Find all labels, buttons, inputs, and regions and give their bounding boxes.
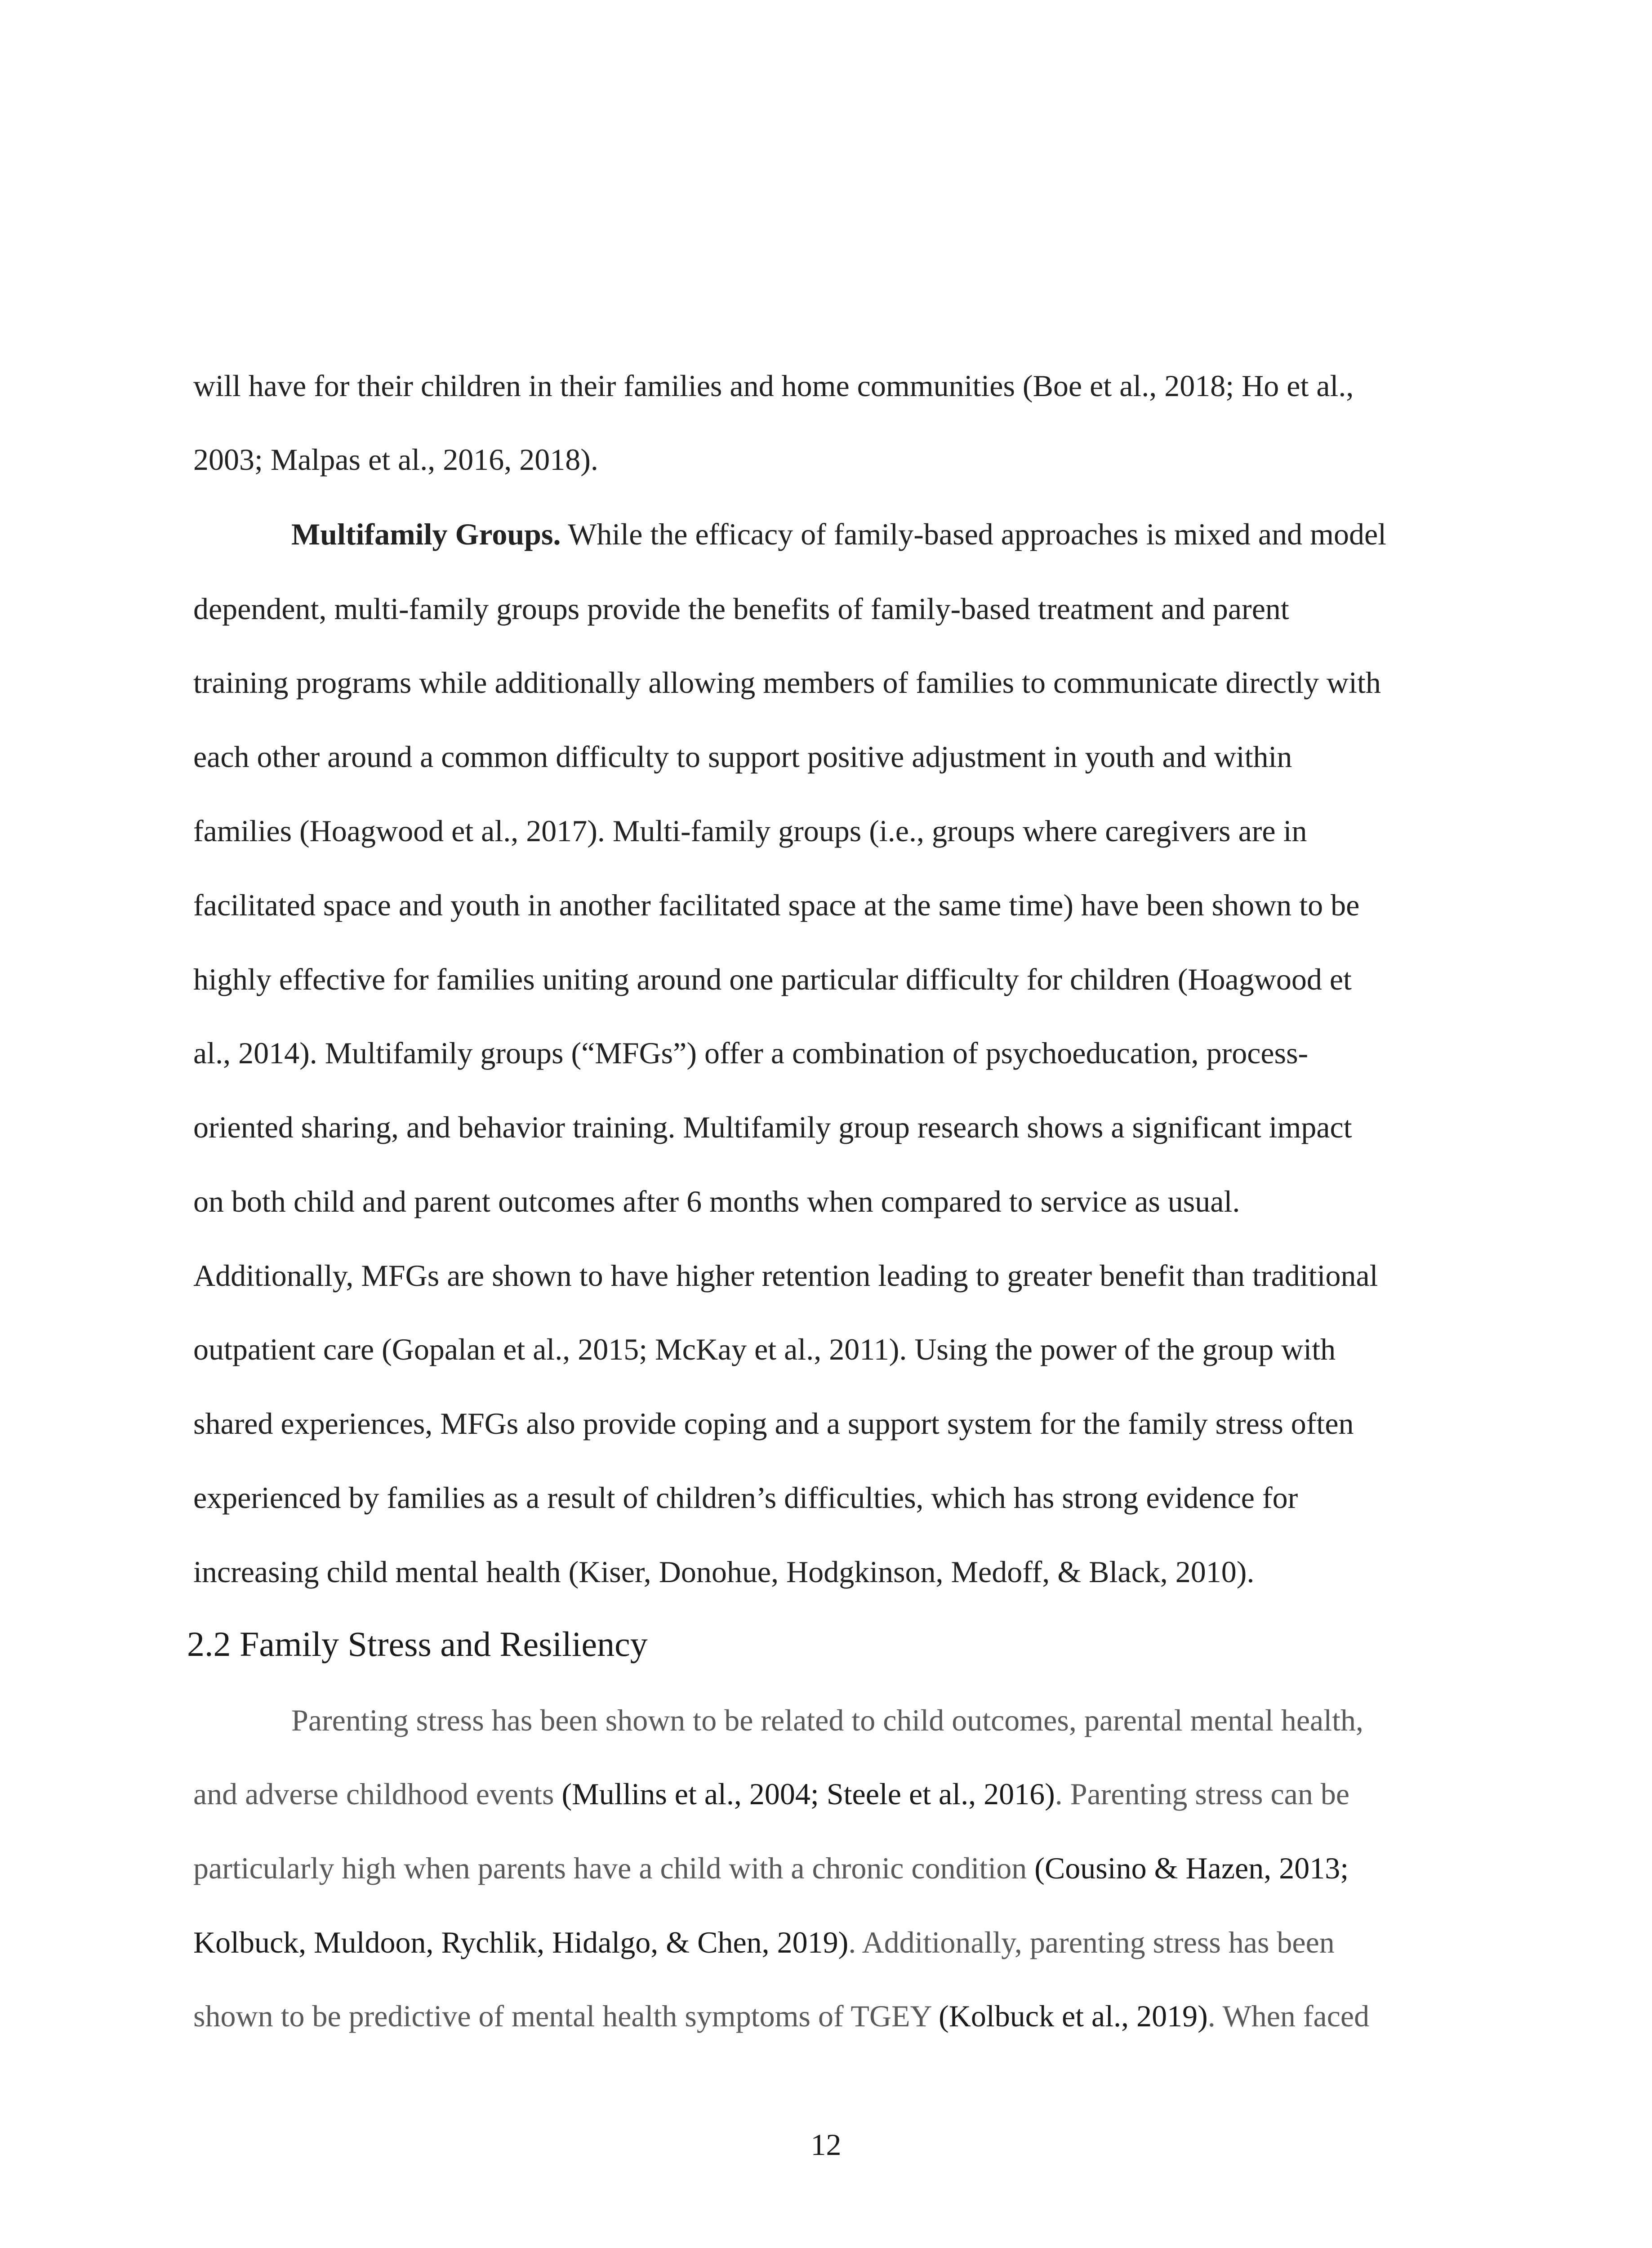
text-line [193,1998,1369,2034]
citation: (Mullins et al., 2004; Steele et al., 2016) [561,1777,1055,1811]
text-line: each other around a common difficulty to support positive adjustment in youth and within [193,740,1292,774]
text-span: . Additionally, parenting stress has been [848,1925,1335,1959]
text-line: Parenting stress has been shown to be related to child outcomes, parental mental health, [291,1703,1363,1737]
text-line: training programs while additionally allowing members of families to communicate directly with [193,665,1381,700]
text-line [193,1776,1349,1812]
text-line: dependent, multi-family groups provide the benefits of family-based treatment and parent [193,592,1289,626]
text-line: Additionally, MFGs are shown to have higher retention leading to greater benefit than traditional [193,1258,1378,1293]
text-line: families (Hoagwood et al., 2017). Multi-family groups (i.e., groups where caregivers are in [193,814,1307,848]
text-line: outpatient care (Gopalan et al., 2015; McKay et al., 2011). Using the power of the group with [193,1332,1336,1366]
inline-heading: Multifamily Groups. [291,517,561,551]
text-line [291,516,1386,552]
text-line: facilitated space and youth in another facilitated space at the same time) have been shown to be [193,888,1360,922]
page-number: 12 [810,2128,842,2162]
citation: Kolbuck, Muldoon, Rychlik, Hidalgo, & Chen, 2019) [193,1925,849,1959]
text-line: al., 2014). Multifamily groups (“MFGs”) offer a combination of psychoeducation, process- [193,1036,1309,1070]
text-line [193,1924,1335,1960]
citation: (Kolbuck et al., 2019) [939,1999,1208,2033]
citation: (Cousino & Hazen, 2013; [1034,1851,1349,1885]
text-line: shared experiences, MFGs also provide coping and a support system for the family stress often [193,1406,1354,1441]
section-heading: 2.2 Family Stress and Resiliency [187,1624,648,1664]
text-line: 2003; Malpas et al., 2016, 2018). [193,442,598,477]
text-line: highly effective for families uniting around one particular difficulty for children (Hoagwood et [193,962,1352,996]
text-line: oriented sharing, and behavior training. Multifamily group research shows a significant impact [193,1110,1352,1144]
text-span: . Parenting stress can be [1055,1777,1350,1811]
text-span: particularly high when parents have a child with a chronic condition [193,1851,1035,1885]
text-span: and adverse childhood events [193,1777,562,1811]
text-line: on both child and parent outcomes after 6 months when compared to service as usual. [193,1184,1240,1218]
text-span: While the efficacy of family-based approaches is mixed and model [561,517,1387,551]
text-line: will have for their children in their families and home communities (Boe et al., 2018; Ho et al., [193,369,1354,403]
text-line: increasing child mental health (Kiser, Donohue, Hodgkinson, Medoff, & Black, 2010). [193,1555,1255,1589]
text-span: shown to be predictive of mental health symptoms of TGEY [193,1999,939,2033]
text-line: experienced by families as a result of children’s difficulties, which has strong evidence for [193,1481,1298,1515]
text-line [193,1850,1349,1886]
text-span: . When faced [1207,1999,1370,2033]
